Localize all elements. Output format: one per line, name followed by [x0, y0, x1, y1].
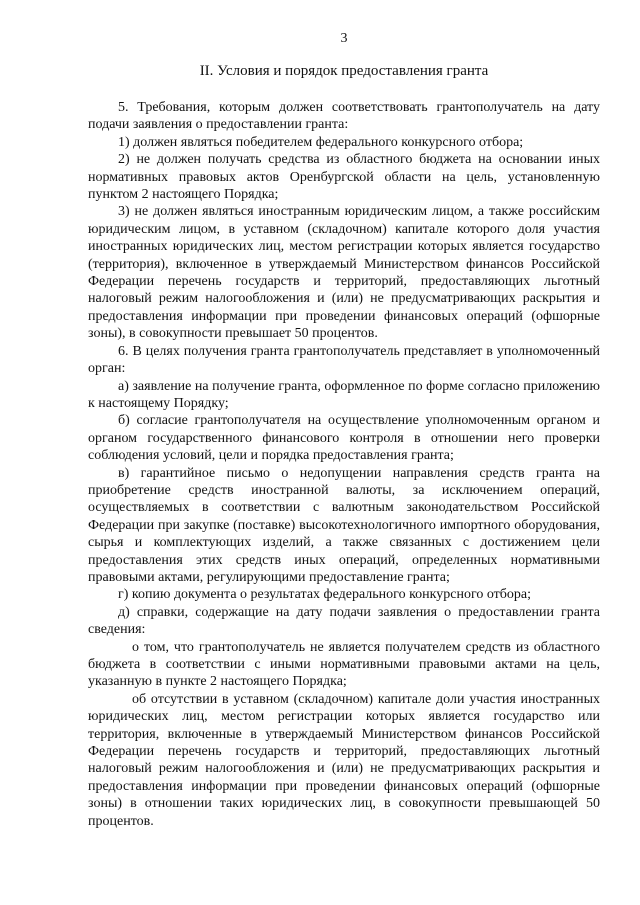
paragraph-5-item-1: 1) должен являться победителем федерального конкурсного отбора; [118, 134, 524, 150]
section-title: II. Условия и порядок предоставления гранта [199, 63, 489, 79]
certificate-item-2: об отсутствии в уставном (складочном) капитале доли участия иностранных юридических лиц, местом регистрации которых является государство или территория, включенные в утверждаемый Министерством финансов Российской Федерации перечень государств и территорий, предоставляющих льготный налоговый режим налогообложения и (или) не предусматривающих раскрытия и предоставления информации при проведении финансовых операций (офшорные зоны) в отношении таких юридических лиц, в совокупности превышающей 50 процентов. [88, 691, 600, 829]
paragraph-6-item-b: б) согласие грантополучателя на осуществление уполномоченным органом и органом государственного финансового контроля в отношении него проверки соблюдения условий, цели и порядка предоставления гранта; [88, 413, 600, 464]
paragraph-5-item-2: 2) не должен получать средства из областного бюджета на основании иных нормативных правовых актов Оренбургской области на цель, установленную пунктом 2 настоящего Порядка; [88, 152, 600, 203]
paragraph-6-item-g: г) копию документа о результатах федерального конкурсного отбора; [118, 587, 532, 603]
paragraph-6: 6. В целях получения гранта грантополучатель представляет в уполномоченный орган: [88, 343, 600, 377]
paragraph-6-item-a: а) заявление на получение гранта, оформленное по форме согласно приложению к настоящему Порядку; [88, 378, 600, 411]
document-page [88, 30, 600, 830]
paragraph-6-item-v: в) гарантийное письмо о недопущении направления средств гранта на приобретение средств иностранной валюты, за исключением операций, осуществляемых в соответствии с валютным законодательством Российской Федерации при закупке (поставке) высокотехнологичного импортного оборудования, сырья и комплектующих изделий, а также связанных с достижением цели предоставления этих средств иных операций, определенных нормативными правовыми актами, регулирующими предоставление гранта; [88, 465, 600, 585]
paragraph-6-item-d: д) справки, содержащие на дату подачи заявления о предоставлении гранта сведения: [88, 604, 600, 638]
document-body [88, 99, 600, 830]
certificate-item-1: о том, что грантополучатель не является получателем средств из областного бюджета в соответствии с иными нормативными правовыми актами на цель, указанную в пункте 2 настоящего Порядка; [88, 639, 600, 690]
paragraph-5-item-3: 3) не должен являться иностранным юридическим лицом, а также российским юридическим лицом, в уставном (складочном) капитале которого доля участия иностранных юридических лиц, местом регистрации которых является государство (территория), включенное в утверждаемый Министерством финансов Российской Федерации перечень государств и территорий, предоставляющих льготный налоговый режим налогообложения и (или) не предусматривающих раскрытия и предоставления информации при проведении финансовых операций (офшорные зоны), в совокупности превышает 50 процентов. [88, 204, 600, 342]
page-number: 3 [340, 31, 348, 46]
paragraph-5: 5. Требования, которым должен соответствовать грантополучатель на дату подачи заявления о предоставлении гранта: [88, 100, 600, 133]
